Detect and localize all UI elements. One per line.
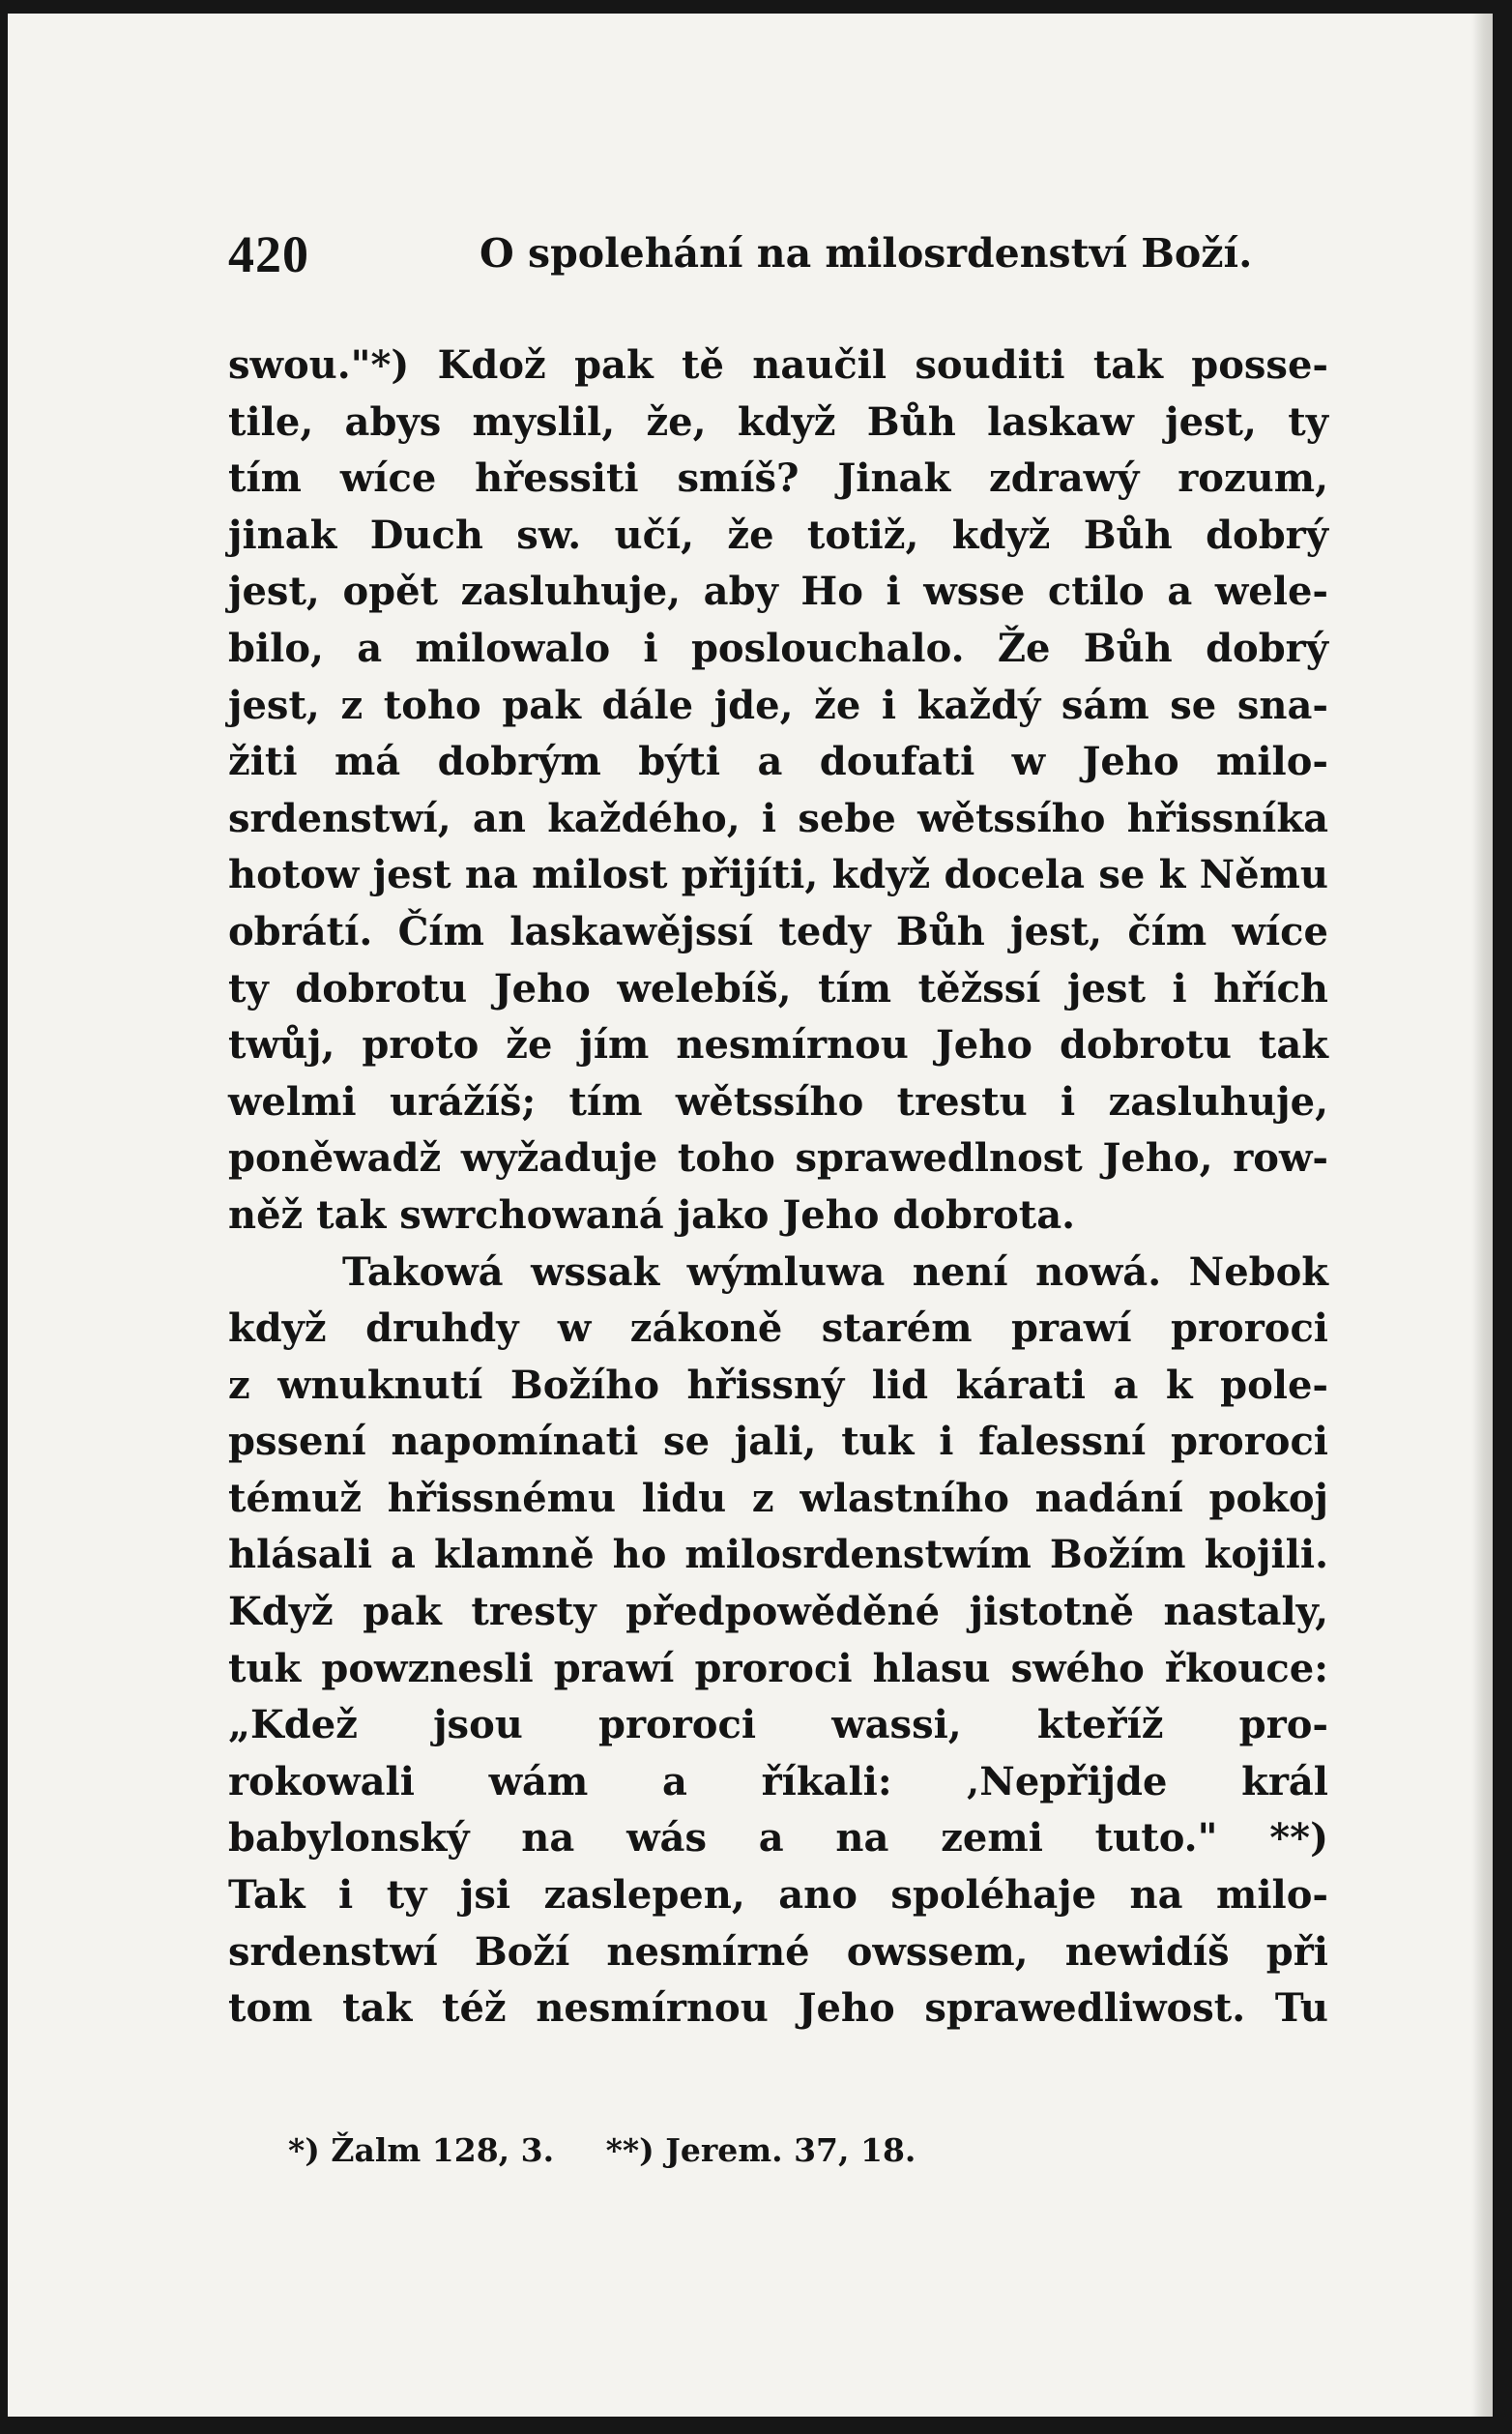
text-line: jinak Duch sw. učí, že totiž, když Bůh dobrý — [228, 512, 1328, 558]
text-line: tím wíce hřessiti smíš? Jinak zdrawý rozum, — [228, 455, 1328, 502]
text-line-quote: babylonský na wás a na zemi tuto." **) — [228, 1815, 1328, 1862]
text-line: twůj, proto že jím nesmírnou Jeho dobrotu tak — [228, 1022, 1328, 1069]
book-page — [8, 14, 1493, 2417]
text-line: poněwadž wyžaduje toho sprawedlnost Jeho, row- — [228, 1135, 1328, 1182]
text-line-paragraph-start: Takowá wssak wýmluwa není nowá. Nebok — [342, 1248, 1328, 1295]
text-line: hotow jest na milost přijíti, když docela se k Němu — [228, 852, 1328, 898]
text-line: hlásali a klamně ho milosrdenstwím Božím kojili. — [228, 1532, 1328, 1578]
page-number: 420 — [228, 225, 309, 283]
text-line: jest, z toho pak dále jde, že i každý sám se sna- — [228, 682, 1328, 728]
text-line: swou."*) Kdož pak tě naučil souditi tak posse- — [228, 342, 1328, 388]
text-line: žiti má dobrým býti a doufati w Jeho milo- — [228, 739, 1328, 785]
text-line: tuk powznesli prawí proroci hlasu swého řkouce: — [228, 1645, 1328, 1691]
text-line: obrátí. Čím laskawějssí tedy Bůh jest, čím wíce — [228, 908, 1328, 954]
text-line: něž tak swrchowaná jako Jeho dobrota. — [228, 1191, 1076, 1238]
footnote-2: **) Jerem. 37, 18. — [605, 2131, 916, 2169]
text-line: srdenstwí, an každého, i sebe wětssího hřissníka — [228, 795, 1328, 841]
text-line: tom tak též nesmírnou Jeho sprawedliwost. Tu — [228, 1985, 1328, 2032]
page-header — [228, 224, 1321, 292]
text-line: pssení napomínati se jali, tuk i falessní proroci — [228, 1419, 1328, 1465]
text-line: jest, opět zasluhuje, aby Ho i wsse ctilo a wele- — [228, 569, 1328, 615]
text-line: z wnuknutí Božího hřissný lid kárati a k pole- — [228, 1362, 1328, 1408]
text-line: ty dobrotu Jeho welebíš, tím těžssí jest i hřích — [228, 965, 1328, 1012]
text-line: welmi urážíš; tím wětssího trestu i zasluhuje, — [228, 1078, 1328, 1125]
body-text — [228, 337, 1328, 2038]
text-line-quote: rokowali wám a říkali: ‚Nepřijde král — [228, 1758, 1328, 1804]
text-line: srdenstwí Boží nesmírné owssem, newidíš při — [228, 1928, 1328, 1975]
text-line: tile, abys myslil, že, když Bůh laskaw jest, ty — [228, 398, 1328, 445]
footnote-1: *) Žalm 128, 3. — [288, 2131, 555, 2169]
footnotes — [288, 2131, 956, 2169]
text-line: témuž hřissnému lidu z wlastního nadání pokoj — [228, 1475, 1328, 1521]
text-line: když druhdy w zákoně starém prawí proroci — [228, 1305, 1328, 1352]
text-line: Tak i ty jsi zaslepen, ano spoléhaje na milo- — [228, 1872, 1328, 1919]
text-line: Když pak tresty předpowěděné jistotně nastaly, — [228, 1589, 1328, 1635]
running-head: O spolehání na milosrdenství Boží. — [480, 230, 1253, 277]
text-line: bilo, a milowalo i poslouchalo. Že Bůh dobrý — [228, 625, 1328, 671]
scan-edge-shadow — [1471, 14, 1493, 2417]
text-line-quote: „Kdež jsou proroci wassi, kteříž pro- — [228, 1702, 1328, 1748]
